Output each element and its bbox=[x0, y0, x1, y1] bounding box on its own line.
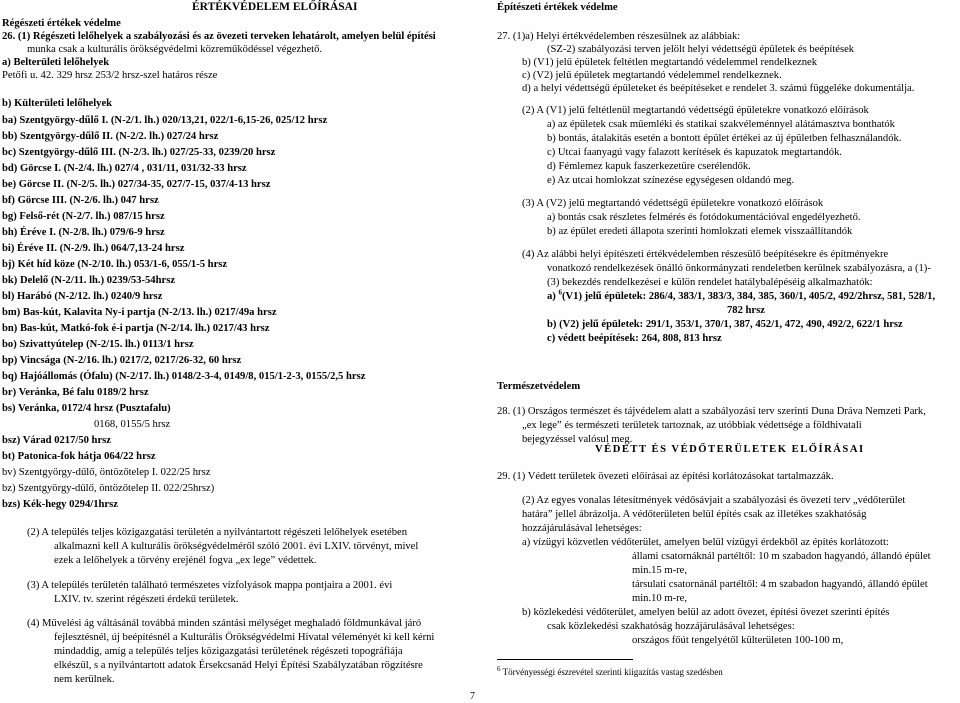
footnote bbox=[497, 667, 723, 678]
page-title: ÉRTÉKVÉDELEM ELŐÍRÁSAI bbox=[192, 1, 358, 13]
paragraph-29-2-line2: határa” jellel ábrázolja. A védőterületen belül építés csak az illetékes szakhatóság bbox=[522, 509, 867, 520]
paragraph-28-line1: 28. (1) Országos természet és tájvédelem alatt a szabályozási terv szerinti Duna Dráva Nemzeti Park, bbox=[497, 406, 926, 417]
paragraph-4-line1: (4) Művelési ág váltásánál továbbá minden szántási mélységet meghaladó földmunkával járó bbox=[27, 618, 422, 629]
footnote-ref: 6 bbox=[558, 288, 562, 297]
paragraph-4-line5: nem kerülnek. bbox=[54, 674, 115, 685]
paragraph-29-2-b-line2: csak közlekedési szakhatóság hozzájárulásával lehetséges: bbox=[547, 621, 795, 632]
paragraph-28-line3: bejegyzéssel valósul meg. bbox=[522, 434, 633, 445]
outer-sites-heading: b) Külterületi lelőhelyek bbox=[2, 98, 113, 109]
list-item: bd) Görcse I. (N-2/4. lh.) 027/4 , 031/11, 031/32-33 hrsz bbox=[2, 163, 247, 174]
paragraph-29-2-a2-line2: min.10 m-re, bbox=[632, 593, 688, 604]
list-item: bs) Veránka, 0172/4 hrsz (Pusztafalu) bbox=[2, 403, 171, 414]
paragraph-29-2-line3: hozzájárulásával lehetséges: bbox=[522, 523, 642, 534]
paragraph-29-2-a2-line1: társulati csatornánál partéltől: 4 m szabadon hagyandó, állandó épület bbox=[632, 579, 928, 590]
paragraph-27-2-head: (2) A (V1) jelű feltétlenül megtartandó védettségű épületekre vonatkozó előírások bbox=[522, 105, 869, 116]
paragraph-27-4-b: b) (V2) jelű épületek: 291/1, 353/1, 370/1, 387, 452/1, 472, 490, 492/2, 622/1 hrsz bbox=[547, 319, 903, 330]
list-item: bz) Szentgyörgy-dűlő, öntözőtelep II. 022/25hrsz) bbox=[2, 483, 215, 494]
paragraph-26-line2: munka csak a kulturális örökségvédelmi közreműködéssel végezhető. bbox=[27, 44, 323, 55]
paragraph-29-2-line1: (2) Az egyes vonalas létesítmények védősávjait a szabályozási és övezeti terv „védőterület bbox=[522, 495, 906, 506]
list-item: bk) Delelő (N-2/11. lh.) 0239/53-54hrsz bbox=[2, 275, 176, 286]
list-item: bp) Vincsága (N-2/16. lh.) 0217/2, 0217/26-32, 60 hrsz bbox=[2, 355, 242, 366]
paragraph-27-line5: d) a helyi védettségű épületeket és beépítéseket e rendelet 3. számú függeléke dokumentálja. bbox=[522, 83, 915, 94]
paragraph-2-line1: (2) A település teljes közigazgatási területén a nyilvántartott régészeti lelőhelyek esetében bbox=[27, 527, 408, 538]
paragraph-3-line1: (3) A település területén található természetes vízfolyások mappa pontjaira a 2001. évi bbox=[27, 580, 393, 591]
list-item: br) Veránka, Bé falu 0189/2 hrsz bbox=[2, 387, 149, 398]
paragraph-29-2-a1-line2: min.15 m-re, bbox=[632, 565, 688, 576]
paragraph-26-line1: 26. (1) Régészeti lelőhelyek a szabályozási és az övezeti terveken lehatárolt, amelyen belül építési bbox=[2, 31, 436, 42]
paragraph-3-line2: LXIV. tv. szerint régészeti érdekű területek. bbox=[54, 594, 239, 605]
paragraph-2-line2: alkalmazni kell A kulturális örökségvédelméről szóló 2001. évi LXIV. törvényt, mivel bbox=[54, 541, 419, 552]
section-heading-architecture: Építészeti értékek védelme bbox=[497, 2, 618, 13]
zone-section-title: VÉDETT ÉS VÉDŐTERÜLETEK ELŐÍRÁSAI bbox=[595, 444, 865, 455]
paragraph-27-2-e: e) Az utcai homlokzat színezése egységesen oldandó meg. bbox=[547, 175, 795, 186]
list-item: bb) Szentgyörgy-dűlő II. (N-2/2. lh.) 027/24 hrsz bbox=[2, 131, 219, 142]
list-item: bsz) Várad 0217/50 hrsz bbox=[2, 435, 111, 446]
list-item: bt) Patonica-fok hátja 064/22 hrsz bbox=[2, 451, 156, 462]
footnote-text: Törvényességi észrevétel szerinti kiigazítás vastag szedésben bbox=[502, 667, 723, 677]
list-item: be) Görcse II. (N-2/5. lh.) 027/34-35, 027/7-15, 037/4-13 hrsz bbox=[2, 179, 271, 190]
paragraph-27-4-line2: vonatkozó rendelkezések önálló önkormányzati rendeletben kerülnek szabályozásra, a (1)- bbox=[547, 263, 931, 274]
list-item: ba) Szentgyörgy-dűlő I. (N-2/1. lh.) 020/13,21, 022/1-6,15-26, 025/12 hrsz bbox=[2, 115, 328, 126]
paragraph-29-1: 29. (1) Védett területek övezeti előírásai az építési korlátozásokat tartalmazzák. bbox=[497, 471, 834, 482]
paragraph-27-3-a: a) bontás csak részletes felmérés és fotódokumentációval engedélyezhető. bbox=[547, 212, 861, 223]
list-item: bn) Bas-kút, Matkó-fok é-i partja (N-2/14. lh.) 0217/43 hrsz bbox=[2, 323, 270, 334]
paragraph-27-2-a: a) az épületek csak műemléki és statikai szakvéleménnyel alátámasztva bonthatók bbox=[547, 119, 895, 130]
paragraph-27-2-b: b) bontás, átalakítás esetén a bontott épület értékei az új épületben felhasználandók. bbox=[547, 133, 902, 144]
list-item: bc) Szentgyörgy-dűlő III. (N-2/3. lh.) 027/25-33, 0239/20 hrsz bbox=[2, 147, 276, 158]
paragraph-29-2-a: a) vízügyi közvetlen védőterület, amelyen belül vízügyi érdekből az építés korlátozott: bbox=[522, 537, 889, 548]
inner-sites-text: Petőfi u. 42. 329 hrsz 253/2 hrsz-szel határos része bbox=[2, 70, 218, 81]
paragraph-27-line1: 27. (1)a) Helyi értékvédelemben részesülnek az alábbiak: bbox=[497, 31, 741, 42]
paragraph-27-line2: (SZ-2) szabályozási terven jelölt helyi védettségű épületek és beépítések bbox=[547, 44, 855, 55]
paragraph-4-line2: fejlesztésnél, új beépítésnél a Kulturális Örökségvédelmi Hivatal véleményét ki kell kérni bbox=[54, 632, 435, 643]
section-heading-archaeology: Régészeti értékek védelme bbox=[2, 18, 121, 29]
item-text: (V1) jelű épületek: 286/4, 383/1, 383/3, 384, 385, 360/1, 405/2, 492/2hrsz, 581, 528/1, bbox=[561, 291, 936, 302]
list-item: bm) Bas-kút, Kalavita Ny-i partja (N-2/13. lh.) 0217/49a hrsz bbox=[2, 307, 277, 318]
paragraph-27-3-b: b) az épület eredeti állapota szerinti homlokzati elemek visszaállítandók bbox=[547, 226, 853, 237]
list-item: bv) Szentgyörgy-dűlő, öntözőtelep I. 022/25 hrsz bbox=[2, 467, 211, 478]
item-letter: a) bbox=[547, 291, 559, 302]
paragraph-4-line4: elkészül, s a nyilvántartott adatok Érsekcsanád Helyi Építési Szabályzatában rögzítésre bbox=[54, 660, 423, 671]
paragraph-27-4-line1: (4) Az alábbi helyi építészeti értékvédelemben részesülő beépítésekre és építményekre bbox=[522, 249, 889, 260]
list-item: bl) Harábó (N-2/12. lh.) 0240/9 hrsz bbox=[2, 291, 163, 302]
paragraph-27-2-d: d) Fémlemez kapuk faszerkezetűre cserélendők. bbox=[547, 161, 751, 172]
paragraph-29-2-b-line3: országos főút tengelyétől külterületen 100-100 m, bbox=[632, 635, 844, 646]
paragraph-27-3-head: (3) A (V2) jelű megtartandó védettségű épületekre vonatkozó előírások bbox=[522, 198, 824, 209]
section-heading-nature: Természetvédelem bbox=[497, 381, 581, 392]
paragraph-27-4-line3: (3) bekezdés rendelkezései e külön rendelet hatálybalépéséig alkalmazhatók: bbox=[547, 277, 873, 288]
paragraph-27-line3: b) (V1) jelű épületek feltétlen megtartandó védelemmel rendelkeznek bbox=[522, 57, 818, 68]
list-item: bzs) Kék-hegy 0294/1hrsz bbox=[2, 499, 118, 510]
list-item: bo) Szivattyútelep (N-2/15. lh.) 0113/1 hrsz bbox=[2, 339, 194, 350]
list-item: bg) Felső-rét (N-2/7. lh.) 087/15 hrsz bbox=[2, 211, 165, 222]
footnote-number: 6 bbox=[497, 665, 501, 673]
paragraph-29-2-b-line1: b) közlekedési védőterület, amelyen belül az adott övezet, építési övezet szerinti építés bbox=[522, 607, 890, 618]
list-item: bf) Görcse III. (N-2/6. lh.) 047 hrsz bbox=[2, 195, 159, 206]
inner-sites-heading: a) Belterületi lelőhelyek bbox=[2, 57, 110, 68]
list-item: bh) Éréve I. (N-2/8. lh.) 079/6-9 hrsz bbox=[2, 227, 165, 238]
paragraph-27-line4: c) (V2) jelű épületek megtartandó védelemmel rendelkeznek. bbox=[522, 70, 782, 81]
paragraph-29-2-a1-line1: állami csatornáknál partéltől: 10 m szabadon hagyandó, állandó épület bbox=[632, 551, 931, 562]
paragraph-28-line2: „ex lege” és természeti területek tartoznak, az utóbbiak védettsége a földhivatali bbox=[522, 420, 862, 431]
list-item: 0168, 0155/5 hrsz bbox=[94, 419, 171, 430]
footnote-divider bbox=[497, 659, 633, 660]
paragraph-4-line3: mindaddig, amíg a település teljes közigazgatási területének régészeti topográfiája bbox=[54, 646, 403, 657]
paragraph-27-4-c: c) védett beépítések: 264, 808, 813 hrsz bbox=[547, 333, 722, 344]
page-number: 7 bbox=[470, 691, 475, 702]
paragraph-27-2-c: c) Utcai faanyagú vagy falazott kerítések és kapuzatok megtartandók. bbox=[547, 147, 843, 158]
paragraph-2-line3: ezek a lelőhelyek a törvény erejénél fogva „ex lege” védettek. bbox=[54, 555, 317, 566]
list-item: bq) Hajóállomás (Ófalu) (N-2/17. lh.) 0148/2-3-4, 0149/8, 015/1-2-3, 0155/2,5 hrsz bbox=[2, 371, 366, 382]
paragraph-27-4-a-line2: 782 hrsz bbox=[727, 305, 765, 316]
list-item: bj) Két híd köze (N-2/10. lh.) 053/1-6, 055/1-5 hrsz bbox=[2, 259, 228, 270]
list-item: bi) Éréve II. (N-2/9. lh.) 064/7,13-24 hrsz bbox=[2, 243, 185, 254]
paragraph-27-4-a bbox=[547, 290, 935, 303]
